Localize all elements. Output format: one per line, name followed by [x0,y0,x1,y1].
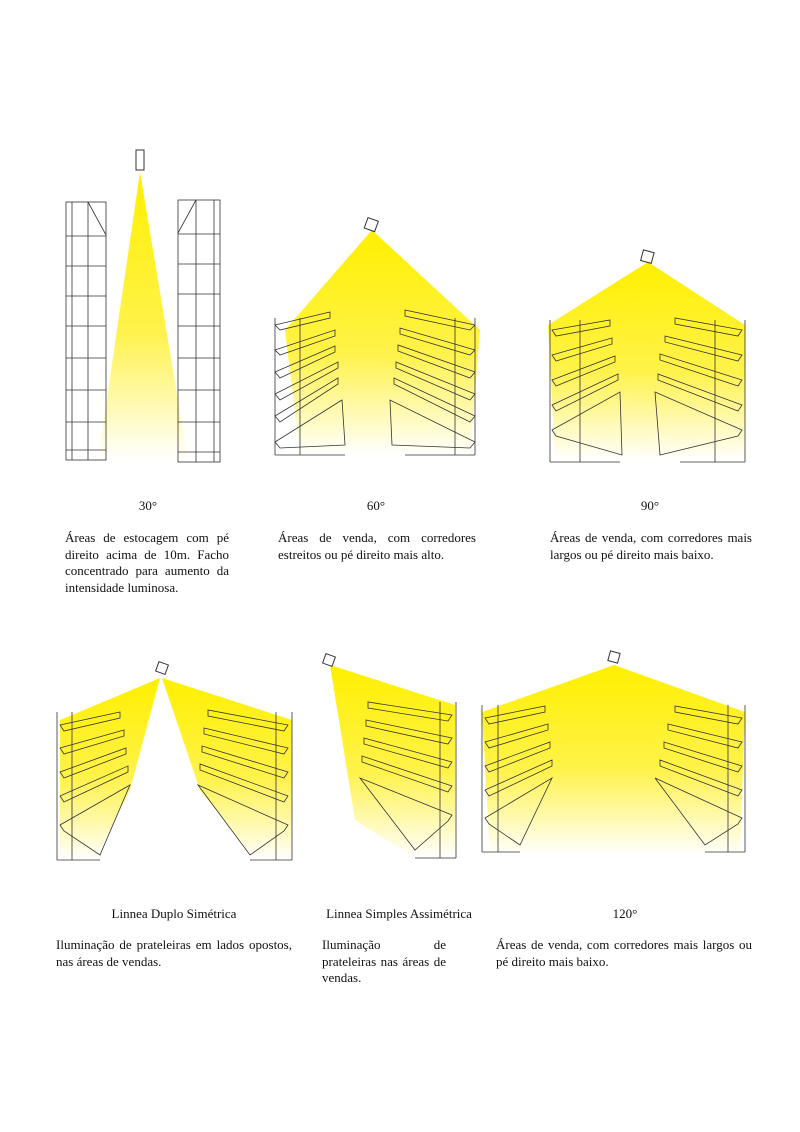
luminaire-icon [608,651,620,663]
diagram-120 [482,651,745,855]
luminaire-icon [641,250,654,263]
light-beam-right [162,678,292,860]
rack-left [66,202,106,460]
luminaire-icon [156,662,169,675]
diagram-30 [66,150,220,462]
description-30: Áreas de estocagem com pé direito acima de 10m. Facho concentrado para aumento da intensidade luminosa. [65,530,229,595]
rack-right [178,200,220,462]
light-beam [330,665,455,858]
luminaire-icon [323,654,336,667]
caption-60: 60° [366,498,386,513]
description-90: Áreas de venda, com corredores mais largos ou pé direito mais baixo. [550,530,752,562]
caption-90: 90° [640,498,660,513]
light-beam [98,172,188,460]
diagram-duplo [57,662,292,860]
light-beam-left [60,678,160,860]
diagram-60 [275,218,480,455]
caption-30: 30° [138,498,158,513]
description-60: Áreas de venda, com corredores estreitos ou pé direito mais alto. [278,530,476,562]
description-120: Áreas de venda, com corredores mais largos ou pé direito mais baixo. [496,937,752,969]
caption-simples: Linnea Simples Assimétrica [326,906,472,921]
description-duplo: Iluminação de prateleiras em lados opostos, nas áreas de vendas. [56,937,292,969]
caption-120: 120° [612,906,638,921]
caption-duplo: Linnea Duplo Simétrica [111,906,237,921]
luminaire-icon [364,218,378,232]
light-beam [482,665,745,855]
light-beam [548,262,745,460]
luminaire-icon [136,150,144,170]
diagram-90 [548,250,745,462]
description-simples: Iluminação de prateleiras nas áreas de vendas. [322,937,446,985]
diagram-simples [323,654,456,858]
